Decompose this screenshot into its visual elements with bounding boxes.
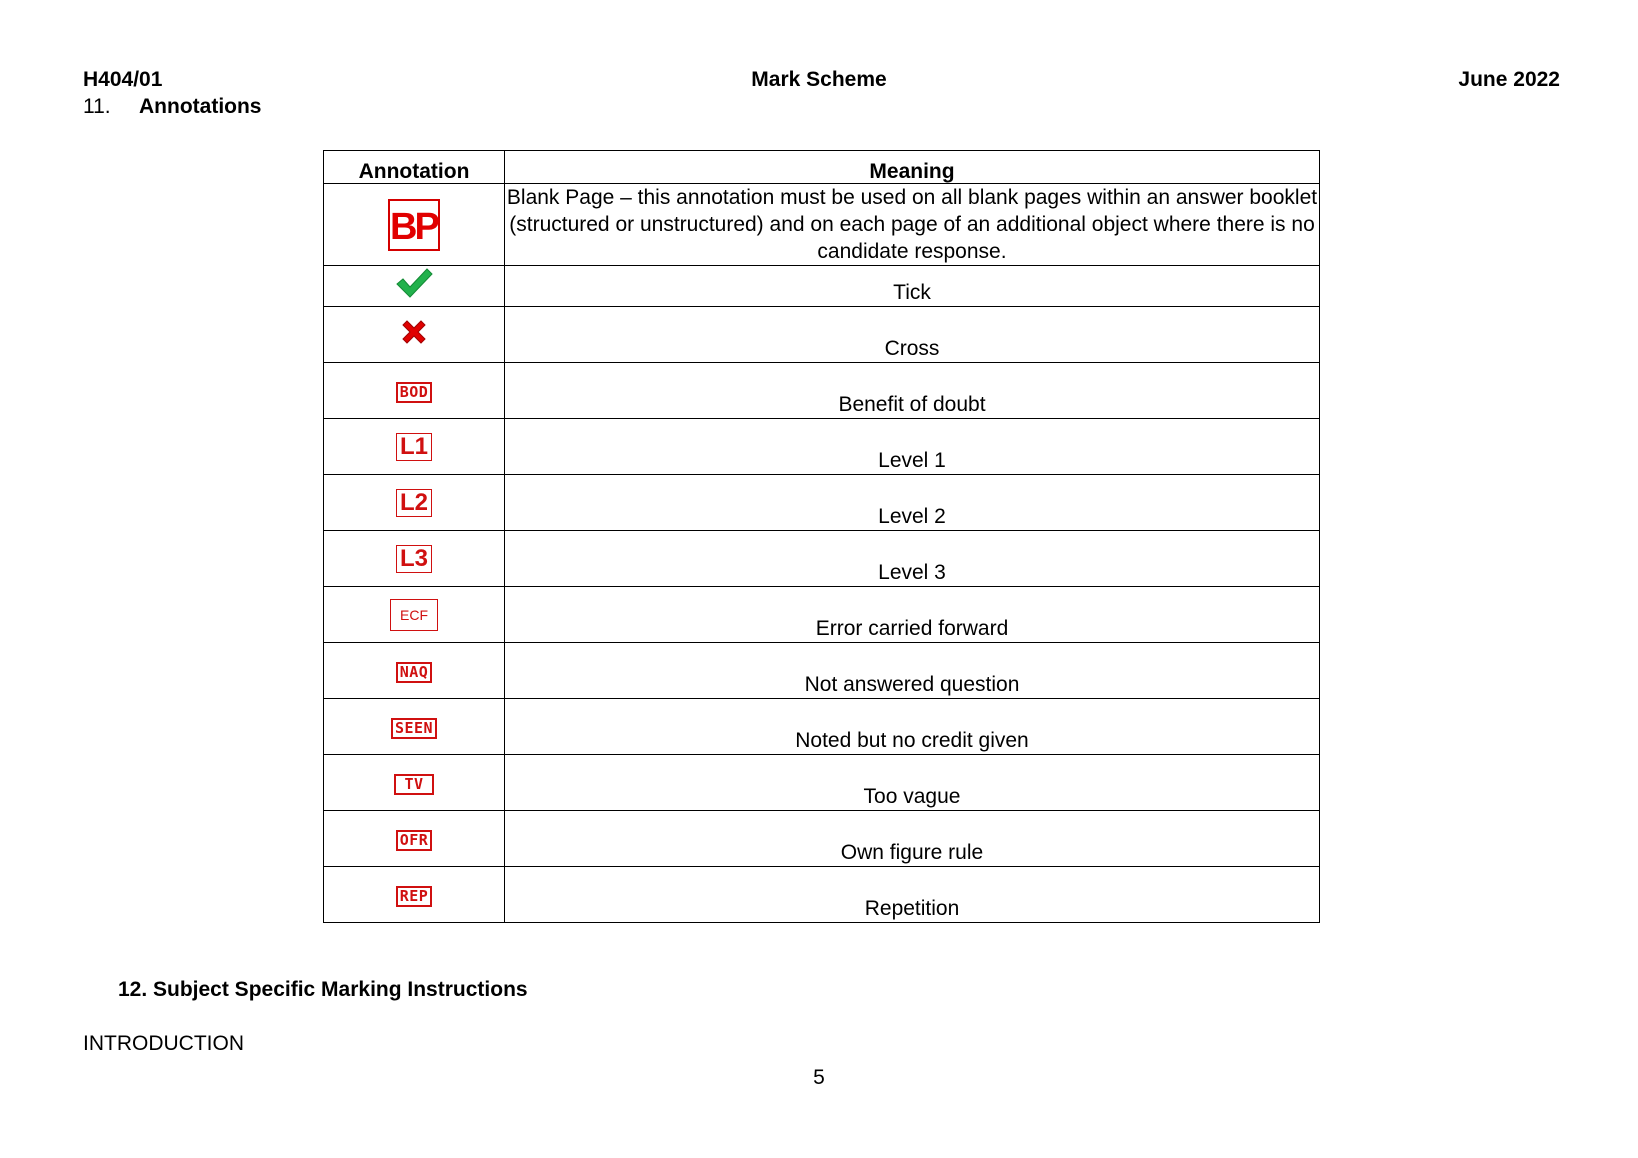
table-row [324, 475, 1320, 531]
section-12-heading [118, 978, 528, 1002]
meaning-cell: Own figure rule [505, 811, 1320, 867]
introduction-heading: INTRODUCTION [83, 1032, 244, 1055]
annotation-cell [324, 867, 505, 923]
table-row [324, 643, 1320, 699]
annotation-cell [324, 643, 505, 699]
document-date: June 2022 [1458, 68, 1560, 91]
annotation-cell [324, 307, 505, 363]
meaning-cell: Level 2 [505, 475, 1320, 531]
annotation-cell [324, 699, 505, 755]
table-row [324, 307, 1320, 363]
ofr-stamp-icon: OFR [396, 830, 433, 851]
l3-stamp-icon: L3 [396, 545, 432, 573]
annotations-table [323, 150, 1320, 923]
meaning-cell: Not answered question [505, 643, 1320, 699]
seen-stamp-icon: SEEN [391, 718, 437, 739]
table-row [324, 184, 1320, 266]
document-title: Mark Scheme [751, 68, 887, 91]
meaning-cell: Blank Page – this annotation must be used on all blank pages within an answer booklet (structured or unstructured) and on each page of an additional object where there is no candidate response. [505, 184, 1320, 266]
annotation-cell [324, 531, 505, 587]
table-row [324, 531, 1320, 587]
tv-stamp-icon: TV [394, 774, 433, 795]
meaning-cell: Noted but no credit given [505, 699, 1320, 755]
meaning-cell: Cross [505, 307, 1320, 363]
annotation-cell [324, 184, 505, 266]
meaning-cell: Too vague [505, 755, 1320, 811]
rep-stamp-icon: REP [396, 886, 433, 907]
bod-stamp-icon: BOD [396, 382, 433, 403]
annotation-cell [324, 363, 505, 419]
annotation-cell [324, 755, 505, 811]
section-title: Annotations [139, 95, 262, 118]
naq-stamp-icon: NAQ [396, 662, 433, 683]
annotation-cell [324, 811, 505, 867]
meaning-cell: Tick [505, 266, 1320, 307]
document-code: H404/01 [83, 68, 163, 91]
bp-stamp-icon: BP [388, 199, 440, 251]
meaning-cell: Error carried forward [505, 587, 1320, 643]
table-row [324, 419, 1320, 475]
table-row [324, 755, 1320, 811]
table-row [324, 699, 1320, 755]
column-header-annotation: Annotation [324, 151, 505, 184]
annotation-cell [324, 587, 505, 643]
meaning-cell: Repetition [505, 867, 1320, 923]
section-number: 12. [118, 978, 148, 1001]
annotation-cell [324, 475, 505, 531]
l1-stamp-icon: L1 [396, 433, 432, 461]
cross-icon [399, 317, 429, 347]
section-title: Subject Specific Marking Instructions [153, 978, 528, 1001]
table-header-row [324, 151, 1320, 184]
section-number: 11. [83, 95, 111, 118]
l2-stamp-icon: L2 [396, 489, 432, 517]
annotation-cell [324, 419, 505, 475]
ecf-stamp-icon: ECF [390, 599, 438, 631]
section-11-heading [83, 95, 261, 119]
meaning-cell: Level 1 [505, 419, 1320, 475]
table-row [324, 266, 1320, 307]
table-row [324, 587, 1320, 643]
table-row [324, 867, 1320, 923]
annotation-cell [324, 266, 505, 307]
meaning-cell: Benefit of doubt [505, 363, 1320, 419]
page-number: 5 [813, 1066, 825, 1089]
meaning-cell: Level 3 [505, 531, 1320, 587]
table-row [324, 363, 1320, 419]
column-header-meaning: Meaning [505, 151, 1320, 184]
table-row [324, 811, 1320, 867]
tick-icon [394, 266, 434, 300]
